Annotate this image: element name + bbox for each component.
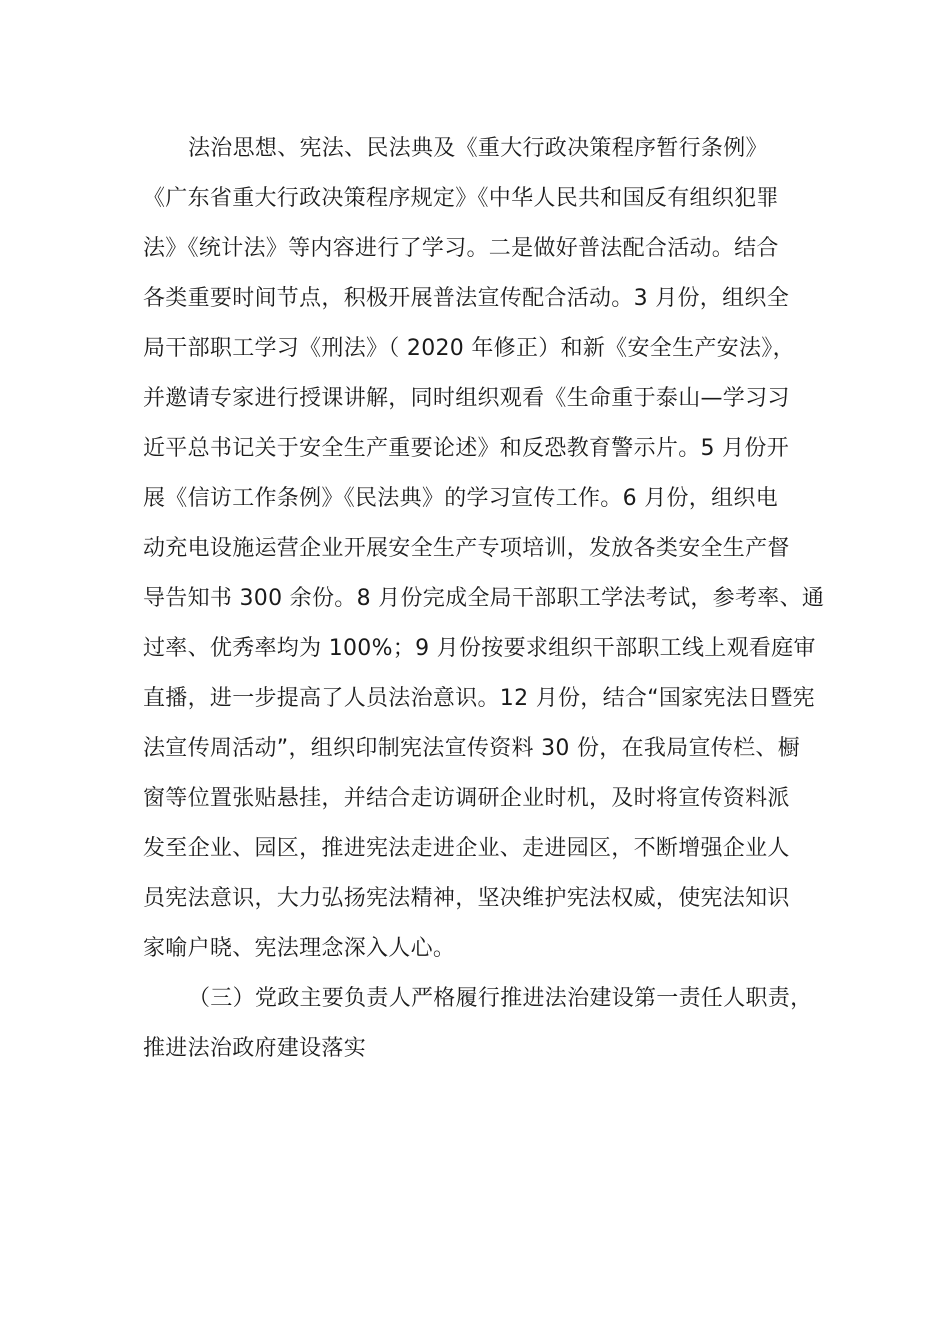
paragraph-line: 员宪法意识，大力弘扬宪法精神，坚决维护宪法权威，使宪法知识 [143, 886, 790, 911]
paragraph-line: 法治思想、宪法、民法典及《重大行政决策程序暂行条例》 [188, 136, 768, 161]
paragraph-line: 法》《统计法》等内容进行了学习。二是做好普法配合活动。结合 [143, 236, 779, 261]
paragraph-line: 直播，进一步提高了人员法治意识。12 月份，结合“国家宪法日暨宪 [143, 686, 815, 711]
paragraph-line: 过率、优秀率均为 100%；9 月份按要求组织干部职工线上观看庭审 [143, 636, 816, 661]
paragraph-line: 展《信访工作条例》《民法典》的学习宣传工作。6 月份，组织电 [143, 486, 778, 511]
section-heading-line: 推进法治政府建设落实 [143, 1036, 367, 1061]
paragraph-line: 各类重要时间节点，积极开展普法宣传配合活动。3 月份，组织全 [143, 286, 789, 311]
paragraph-line: 近平总书记关于安全生产重要论述》和反恐教育警示片。5 月份开 [143, 436, 789, 461]
paragraph-line: 发至企业、园区，推进宪法走进企业、走进园区，不断增强企业人 [143, 836, 790, 861]
document-body [143, 124, 843, 1074]
paragraph-line: 并邀请专家进行授课讲解，同时组织观看《生命重于泰山—学习习 [143, 386, 790, 411]
paragraph-line: 家喻户晓、宪法理念深入人心。 [143, 936, 456, 961]
paragraph-line: 局干部职工学习《刑法》（ 2020 年修正）和新《安全生产安法》， [143, 336, 795, 361]
section-heading-line: （三）党政主要负责人严格履行推进法治建设第一责任人职责， [188, 986, 813, 1011]
paragraph-line: 动充电设施运营企业开展安全生产专项培训，发放各类安全生产督 [143, 536, 790, 561]
paragraph-line: 《广东省重大行政决策程序规定》《中华人民共和国反有组织犯罪 [143, 186, 779, 211]
paragraph-line: 窗等位置张贴悬挂，并结合走访调研企业时机，及时将宣传资料派 [143, 786, 790, 811]
paragraph-line: 导告知书 300 余份。8 月份完成全局干部职工学法考试，参考率、通 [143, 586, 825, 611]
paragraph-line: 法宣传周活动”，组织印制宪法宣传资料 30 份，在我局宣传栏、橱 [143, 736, 800, 761]
